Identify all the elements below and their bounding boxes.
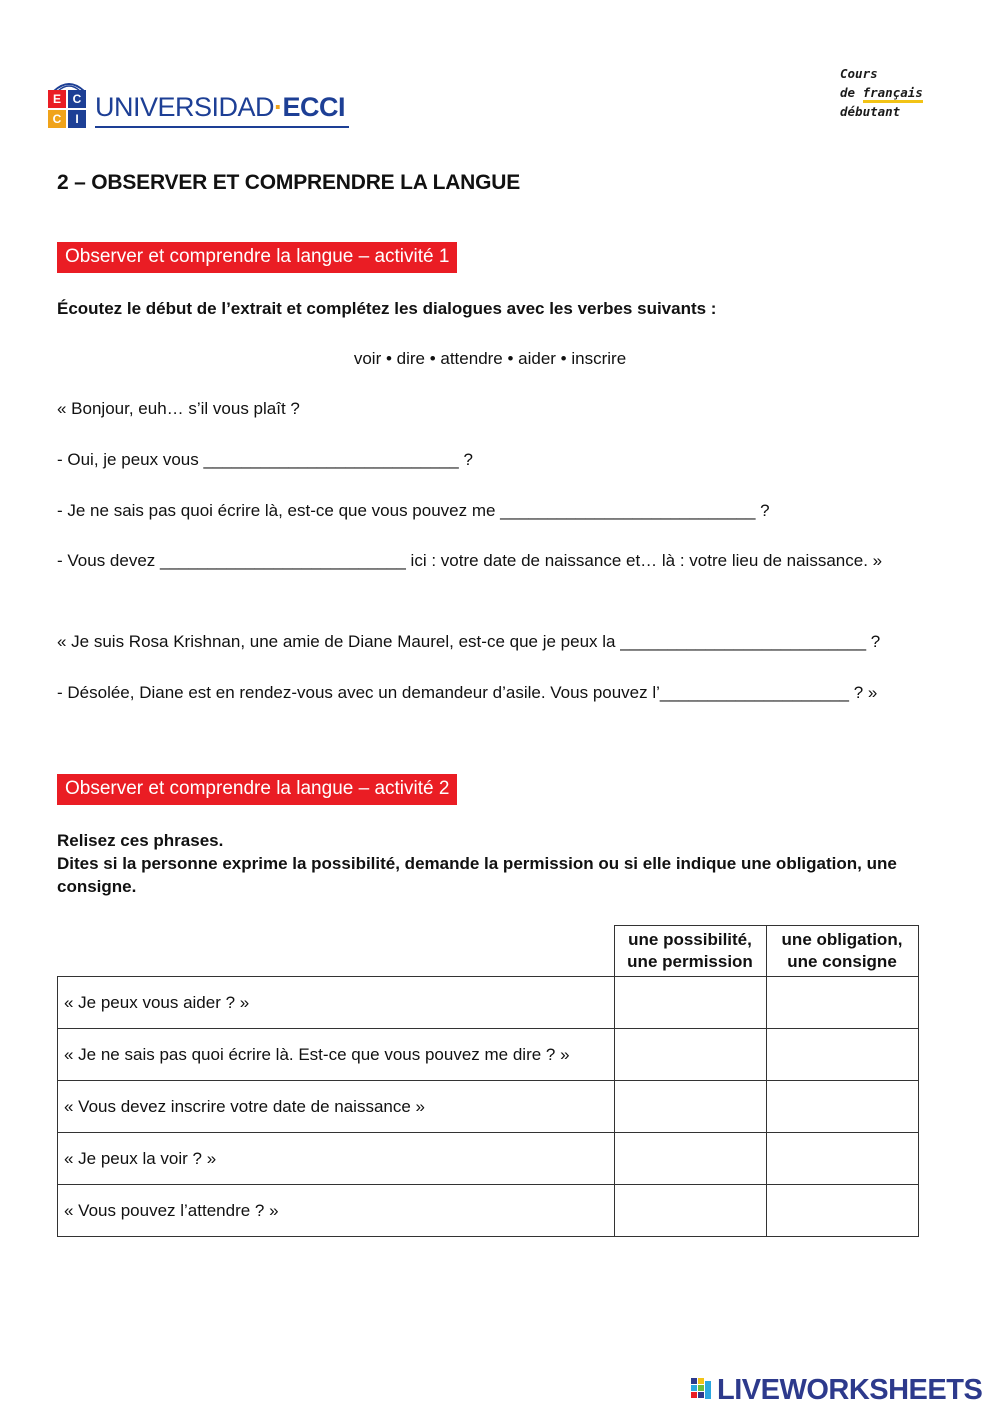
logo-brand: ECCI — [282, 92, 346, 122]
logo-underline — [95, 126, 349, 128]
classification-table — [57, 925, 919, 1237]
dialogue1-line4[interactable]: - Vous devez __________________________ ici : votre date de naissance et… là : votre lieu de naissance. » — [57, 551, 883, 570]
table-row — [58, 1029, 919, 1081]
answer-cell-obligation[interactable] — [766, 1133, 918, 1185]
answer-cell-possibility[interactable] — [614, 977, 766, 1029]
answer-cell-possibility[interactable] — [614, 1081, 766, 1133]
table-header-row — [58, 926, 919, 977]
table-row — [58, 1133, 919, 1185]
logo-letter-c2: C — [48, 110, 66, 128]
logo-separator: · — [274, 92, 283, 122]
header-obligation-line2: une consigne — [787, 952, 897, 971]
table-row — [58, 1185, 919, 1237]
course-tag — [840, 64, 950, 121]
table-row — [58, 1081, 919, 1133]
activity2-tag: Observer et comprendre la langue – activité 2 — [57, 774, 457, 805]
answer-cell-possibility[interactable] — [614, 1133, 766, 1185]
answer-cell-possibility[interactable] — [614, 1029, 766, 1081]
answer-cell-obligation[interactable] — [766, 1029, 918, 1081]
logo-name: UNIVERSIDAD — [95, 92, 275, 122]
dialogue1-line2[interactable]: - Oui, je peux vous ___________________________ ? — [57, 450, 473, 469]
answer-cell-obligation[interactable] — [766, 977, 918, 1029]
header-obligation-line1: une obligation, — [781, 930, 903, 949]
liveworksheets-icon — [691, 1378, 713, 1402]
activity2-instruction-line1: Relisez ces phrases. — [57, 831, 224, 850]
section-title: 2 – OBSERVER ET COMPRENDRE LA LANGUE — [57, 171, 521, 194]
table-cell-sentence: « Vous pouvez l’attendre ? » — [58, 1185, 615, 1237]
logo-letter-e: E — [48, 90, 66, 108]
activity1-tag: Observer et comprendre la langue – activité 1 — [57, 242, 457, 273]
dialogue1-line3[interactable]: - Je ne sais pas quoi écrire là, est-ce que vous pouvez me ___________________________ ? — [57, 501, 770, 520]
table-cell-sentence: « Je ne sais pas quoi écrire là. Est-ce que vous pouvez me dire ? » — [58, 1029, 615, 1081]
activity2-instruction — [57, 829, 937, 898]
liveworksheets-brand: LIVEWORKSHEETS — [717, 1374, 983, 1406]
course-tag-word: français — [863, 85, 923, 103]
verb-list: voir • dire • attendre • aider • inscrire — [353, 349, 627, 368]
dialogue2-line1[interactable]: « Je suis Rosa Krishnan, une amie de Diane Maurel, est-ce que je peux la __________________________ ? — [57, 632, 881, 651]
universidad-ecci-logo — [48, 80, 353, 132]
table-row — [58, 977, 919, 1029]
logo-letter-i: I — [68, 110, 86, 128]
table-header-empty — [58, 926, 615, 977]
answer-cell-obligation[interactable] — [766, 1185, 918, 1237]
dialogue2-line2[interactable]: - Désolée, Diane est en rendez-vous avec un demandeur d’asile. Vous pouvez l’____________________ ? » — [57, 683, 878, 702]
answer-cell-possibility[interactable] — [614, 1185, 766, 1237]
header-possibility-line1: une possibilité, — [628, 930, 752, 949]
table-cell-sentence: « Vous devez inscrire votre date de naissance » — [58, 1081, 615, 1133]
logo-wordmark — [95, 92, 345, 123]
table-header-possibility — [614, 926, 766, 977]
table-header-obligation — [766, 926, 918, 977]
logo-letter-c1: C — [68, 90, 86, 108]
table-cell-sentence: « Je peux la voir ? » — [58, 1133, 615, 1185]
course-tag-prefix: de — [840, 85, 856, 100]
course-tag-line3: débutant — [840, 104, 901, 119]
answer-cell-obligation[interactable] — [766, 1081, 918, 1133]
activity1-instruction: Écoutez le début de l’extrait et complétez les dialogues avec les verbes suivants : — [57, 299, 717, 318]
course-tag-line2 — [840, 83, 950, 102]
table-cell-sentence: « Je peux vous aider ? » — [58, 977, 615, 1029]
dialogue1-line1: « Bonjour, euh… s’il vous plaît ? — [57, 399, 300, 418]
logo-squares — [48, 90, 86, 128]
activity2-instruction-line2: Dites si la personne exprime la possibilité, demande la permission ou si elle indique une obligation, une consigne. — [57, 854, 897, 896]
header-possibility-line2: une permission — [627, 952, 753, 971]
course-tag-line1: Cours — [840, 66, 878, 81]
